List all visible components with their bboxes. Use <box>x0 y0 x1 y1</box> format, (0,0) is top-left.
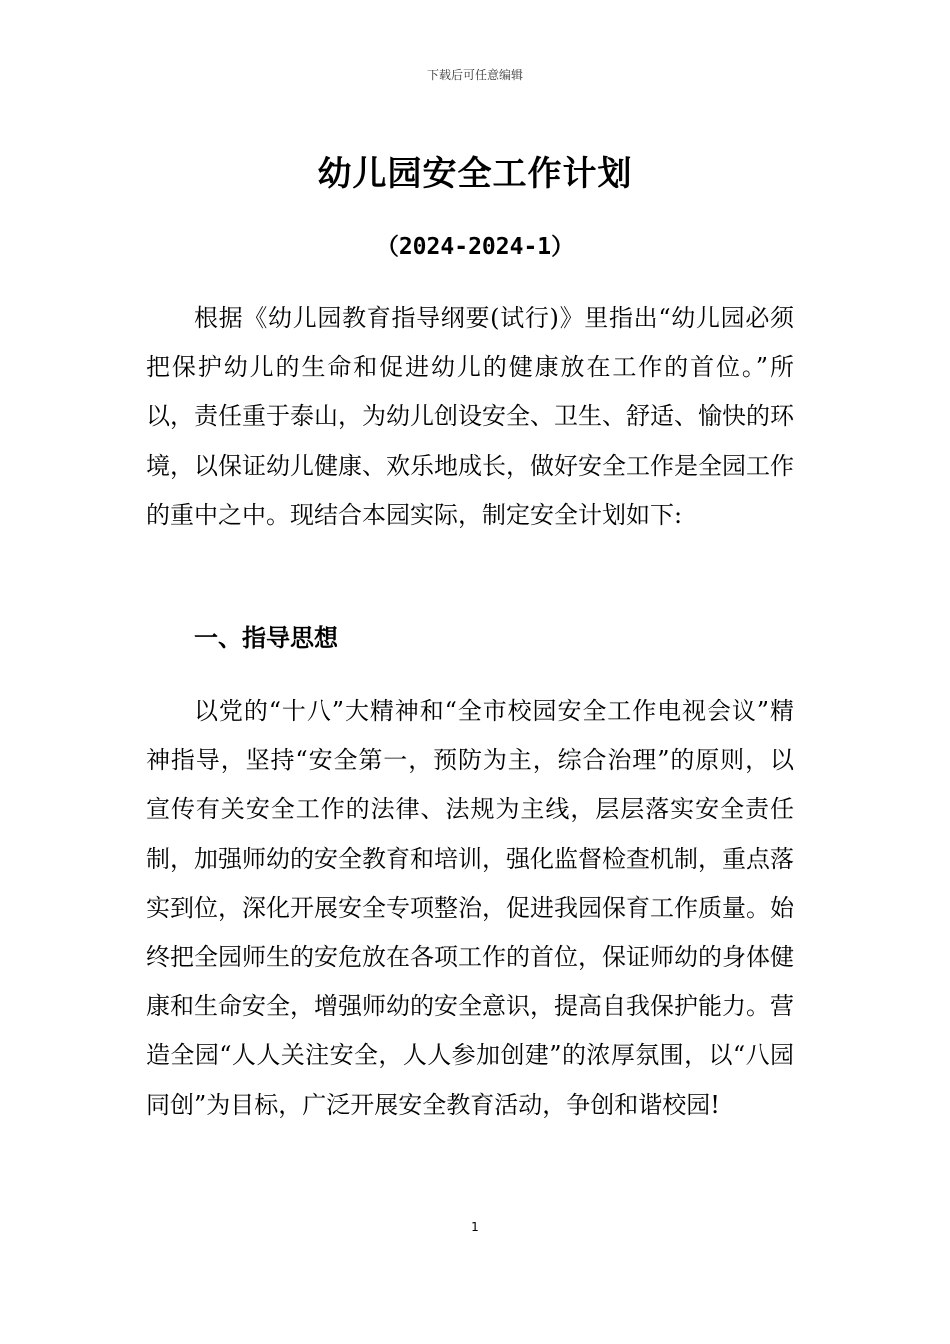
header-note: 下载后可任意编辑 <box>426 68 523 82</box>
document-title: 幼儿园安全工作计划 <box>317 154 633 194</box>
section-heading-guiding-ideology: 一、指导思想 <box>194 624 338 652</box>
guiding-ideology-paragraph: 以党的“十八”大精神和“全市校园安全工作电视会议”精神指导，坚持“安全第一，预防为主，综合治理”的原则，以宣传有关安全工作的法律、法规为主线，层层落实安全责任制，加强师幼的安全教育和培训，强化监督检查机制，重点落实到位，深化开展安全专项整治，促进我园保育工作质量。始终把全园师生的安危放在各项工作的首位，保证师幼的身体健康和生命安全，增强师幼的安全意识，提高自我保护能力。营造全园“人人关注安全，人人参加创建”的浓厚氛围，以“八园同创”为目标，广泛开展安全教育活动，争创和谐校园! <box>146 697 794 1119</box>
document-subtitle: （2024-2024-1） <box>375 234 575 260</box>
page-number: 1 <box>471 1220 479 1234</box>
intro-paragraph: 根据《幼儿园教育指导纲要(试行)》里指出“幼儿园必须把保护幼儿的生命和促进幼儿的健康放在工作的首位。”所以，责任重于泰山，为幼儿创设安全、卫生、舒适、愉快的环境，以保证幼儿健康、欢乐地成长，做好安全工作是全园工作的重中之中。现结合本园实际，制定安全计划如下: <box>146 304 794 529</box>
